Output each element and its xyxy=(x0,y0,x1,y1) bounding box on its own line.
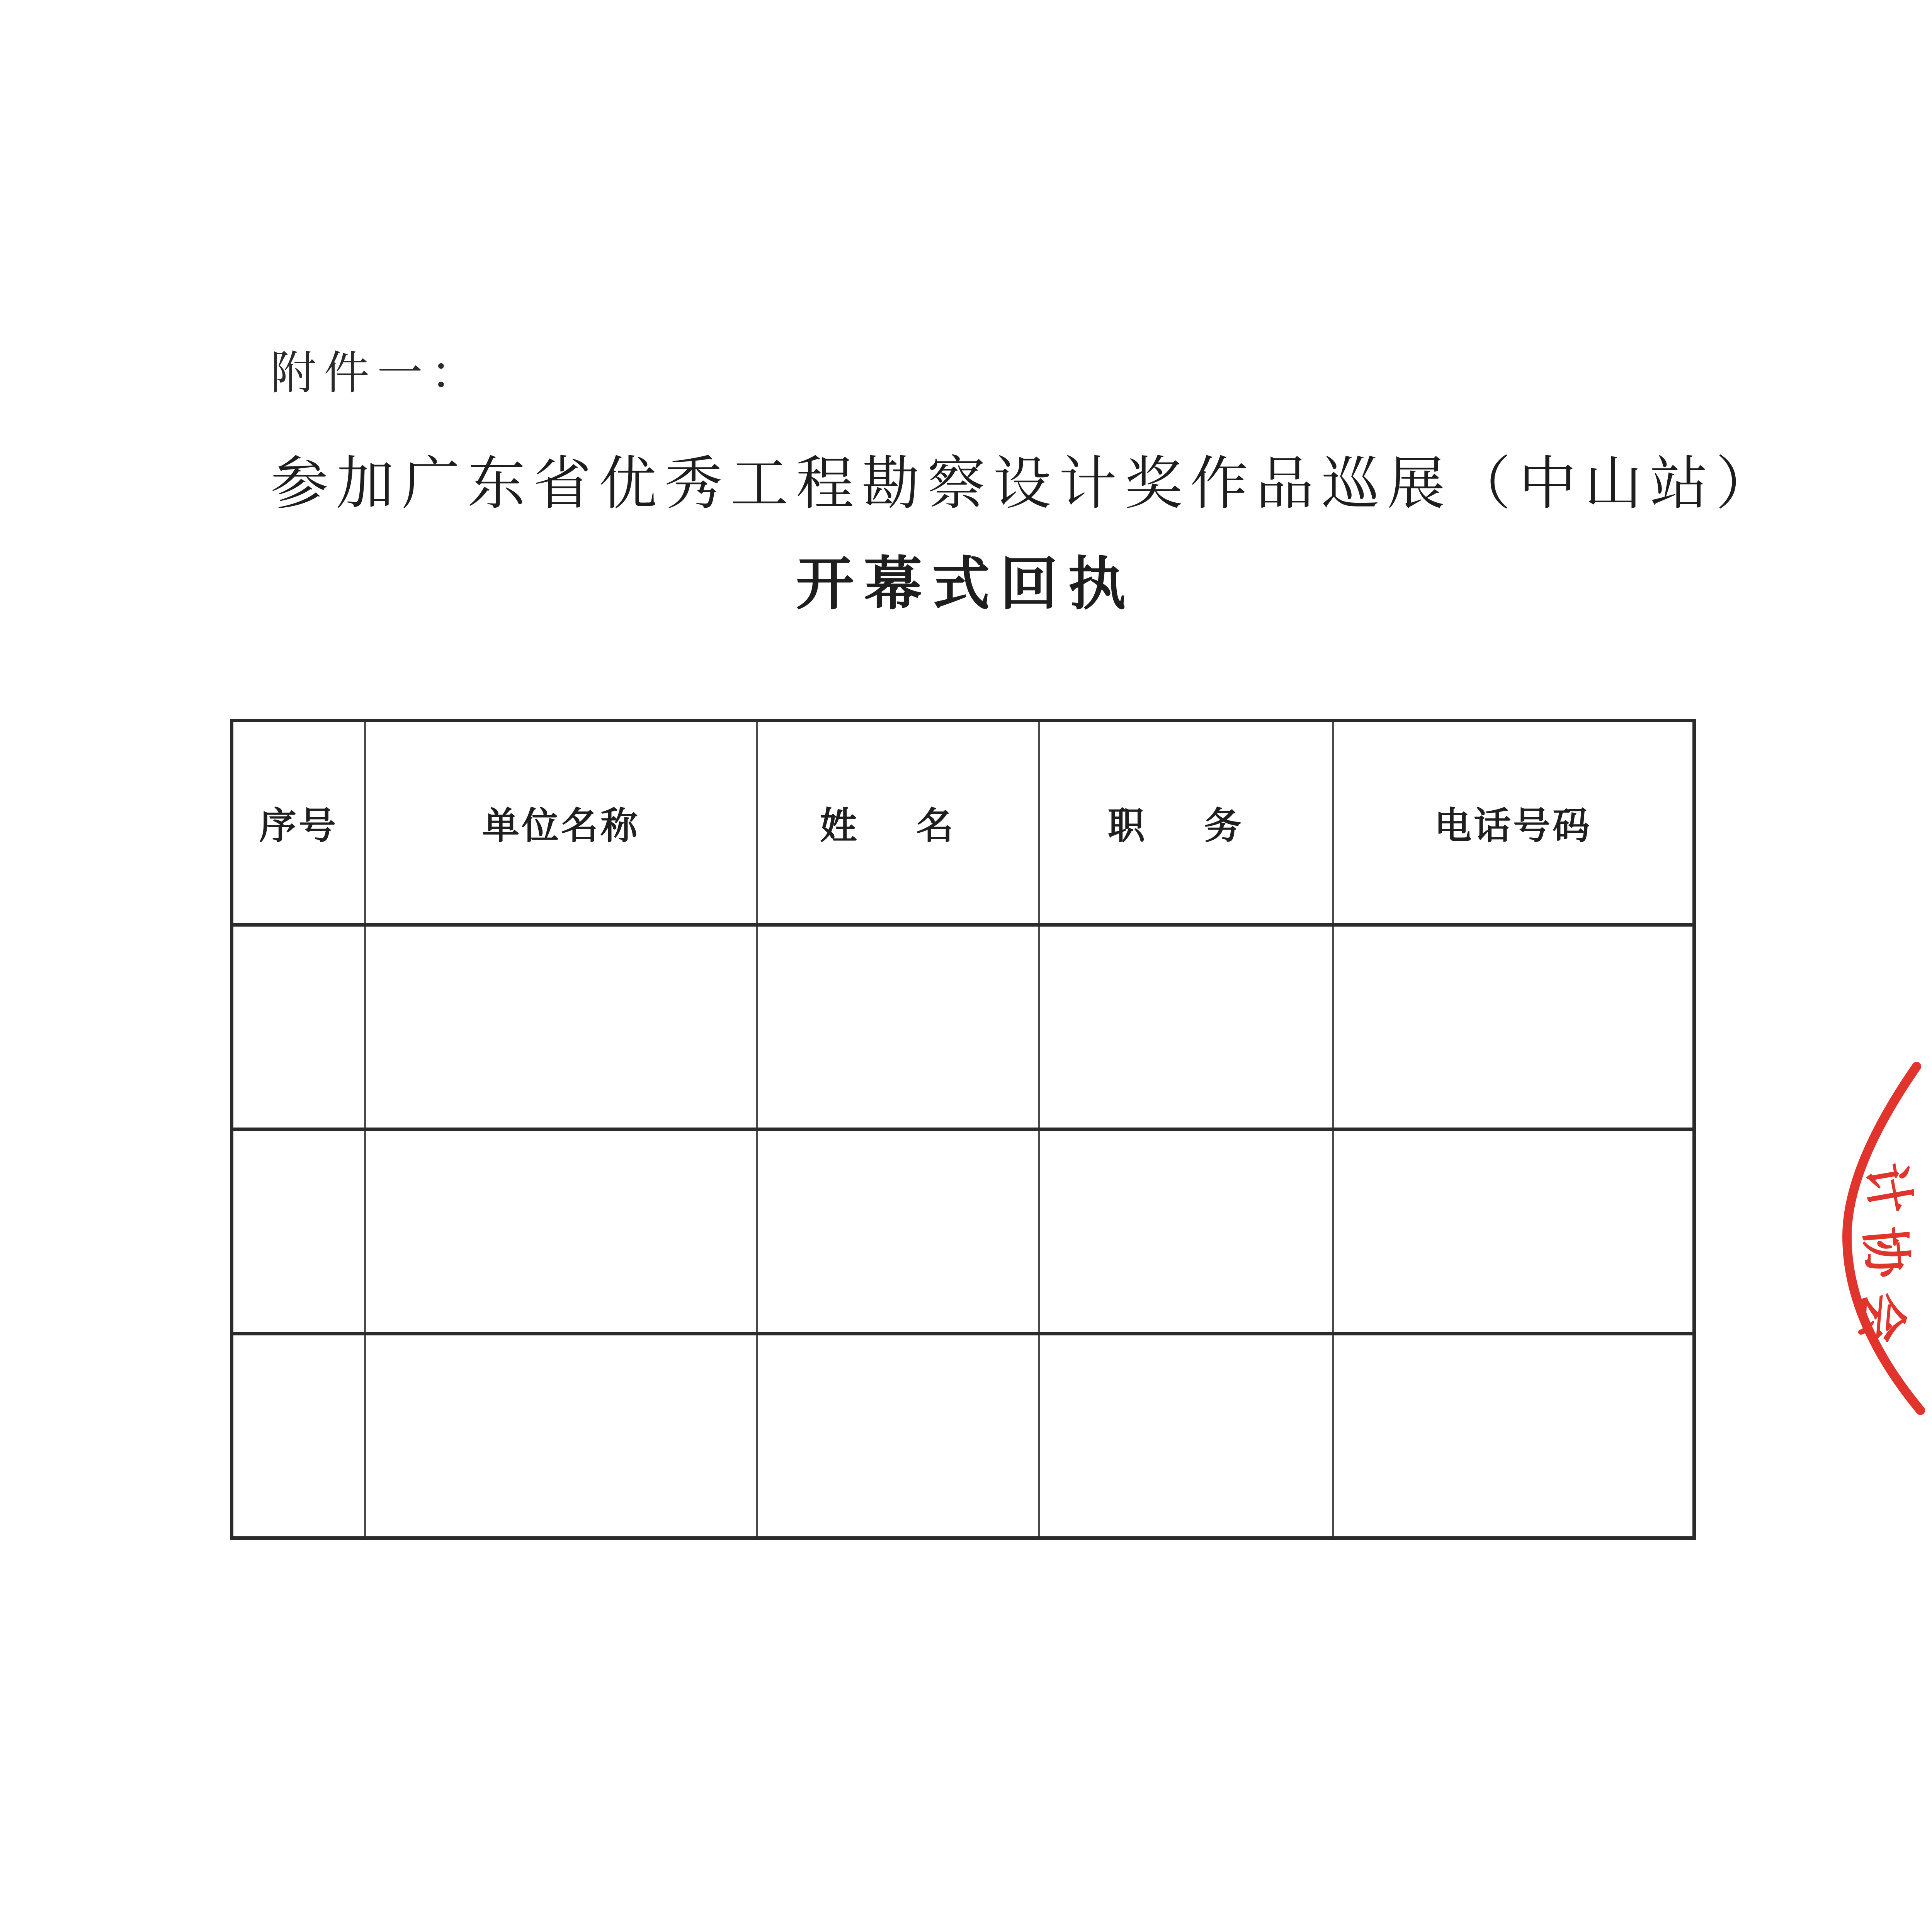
table-cell[interactable] xyxy=(757,1334,1039,1538)
header-name: 姓 名 xyxy=(757,721,1039,925)
table-row xyxy=(232,1129,1694,1334)
table-cell[interactable] xyxy=(1333,1334,1694,1538)
table-cell[interactable] xyxy=(1039,1129,1333,1334)
reply-form-table xyxy=(230,719,1696,1540)
table-cell[interactable] xyxy=(1333,1129,1694,1334)
table-cell[interactable] xyxy=(1039,1334,1333,1538)
table-cell[interactable] xyxy=(365,925,757,1129)
attachment-label: 附件一： xyxy=(270,346,484,400)
table-cell[interactable] xyxy=(365,1129,757,1334)
table-cell[interactable] xyxy=(232,1129,365,1334)
header-serial-number: 序号 xyxy=(232,721,365,925)
table-row xyxy=(232,1334,1694,1538)
table-cell[interactable] xyxy=(757,925,1039,1129)
table-cell[interactable] xyxy=(757,1129,1039,1334)
table-cell[interactable] xyxy=(232,925,365,1129)
table-cell[interactable] xyxy=(232,1334,365,1538)
document-subtitle: 开幕式回执 xyxy=(796,550,1136,618)
svg-text:会: 会 xyxy=(1850,1289,1913,1345)
header-position: 职 务 xyxy=(1039,721,1333,925)
document-title: 参加广东省优秀工程勘察设计奖作品巡展（中山站） xyxy=(270,450,1782,517)
table-row xyxy=(232,925,1694,1129)
svg-text:计: 计 xyxy=(1854,1158,1922,1219)
header-phone-number: 电话号码 xyxy=(1333,721,1694,925)
table-header-row xyxy=(232,721,1694,925)
official-seal-stamp xyxy=(1824,1051,1932,1418)
header-organization-name: 单位名称 xyxy=(365,721,757,925)
table-cell[interactable] xyxy=(1333,925,1694,1129)
table-cell[interactable] xyxy=(365,1334,757,1538)
table-cell[interactable] xyxy=(1039,925,1333,1129)
svg-text:协: 协 xyxy=(1854,1225,1918,1280)
